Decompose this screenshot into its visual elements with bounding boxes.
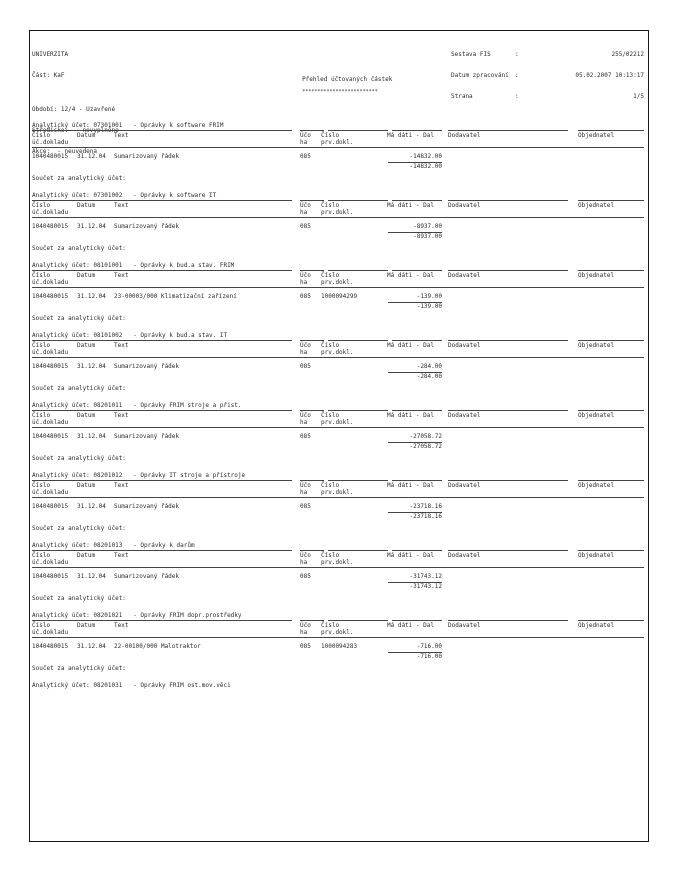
col-account-header-2: ha — [300, 349, 308, 356]
col-supplier-header: Dodavatel — [448, 482, 481, 489]
account-heading: Analytický účet: 07301001 - Oprávky k software FRIM — [32, 122, 224, 129]
row-date: 31.12.04 — [77, 363, 106, 370]
col-source-number-header: Číslo — [321, 202, 340, 209]
col-orderer-header: Objednatel — [578, 622, 615, 629]
column-header-rule — [328, 130, 388, 131]
account-heading: Analytický účet: 08201031 - Oprávky FRIM ost.mov.věci — [32, 682, 231, 689]
col-doc-number-header-2: úč.dokladu — [32, 279, 69, 286]
column-header-rule — [328, 550, 388, 551]
col-date-header: Datum — [77, 132, 96, 139]
processing-date-label: Datum zpracování — [451, 72, 509, 79]
col-date-header: Datum — [77, 482, 96, 489]
col-account-header: Účo — [300, 342, 311, 349]
row-amount: -14832.00 — [409, 153, 442, 160]
header-bottom-rule — [32, 497, 644, 498]
col-orderer-header: Objednatel — [578, 272, 615, 279]
col-source-number-header: Číslo — [321, 412, 340, 419]
account-sum-amount: -284.00 — [416, 373, 442, 380]
column-header-rule — [32, 550, 292, 551]
page-number-value: 1/5 — [633, 93, 644, 100]
col-source-doc-header: prv.dokl. — [321, 209, 354, 216]
col-supplier-header: Dodavatel — [448, 202, 481, 209]
col-text-header: Text — [114, 412, 129, 419]
row-amount: -23718.16 — [409, 503, 442, 510]
col-account-header: Účo — [300, 132, 311, 139]
account-sum-amount: -14832.00 — [409, 163, 442, 170]
col-doc-number-header: Číslo — [32, 482, 51, 489]
col-debit-credit-header: Má dáti - Dal — [387, 202, 434, 209]
account-section — [32, 332, 644, 402]
col-account-header: Účo — [300, 622, 311, 629]
column-header-rule — [392, 620, 442, 621]
column-header-rule — [392, 480, 442, 481]
col-account-header-2: ha — [300, 489, 308, 496]
row-date: 31.12.04 — [77, 433, 106, 440]
row-account: 085 — [300, 433, 311, 440]
account-sum-label: Součet za analytický účet: — [32, 315, 126, 322]
row-source-doc: 1000094283 — [321, 643, 358, 650]
column-header-rule — [448, 550, 568, 551]
report-id-row — [451, 51, 644, 58]
report-title-block — [30, 69, 650, 108]
row-amount: -716.00 — [416, 643, 442, 650]
account-sum-amount: -31743.12 — [409, 583, 442, 590]
account-section — [32, 402, 644, 472]
column-header-rule — [578, 550, 644, 551]
column-header-rule — [32, 200, 292, 201]
account-section — [32, 612, 644, 682]
row-date: 31.12.04 — [77, 643, 106, 650]
page-number-sep: : — [515, 93, 519, 100]
row-doc-number: 1040480015 — [32, 643, 69, 650]
col-doc-number-header-2: úč.dokladu — [32, 349, 69, 356]
col-orderer-header: Objednatel — [578, 412, 615, 419]
column-header-rule — [32, 340, 292, 341]
column-header-rule — [578, 480, 644, 481]
col-orderer-header: Objednatel — [578, 132, 615, 139]
row-text: Sumarizovaný řádek — [114, 433, 180, 440]
column-header-rule — [32, 410, 292, 411]
processing-date-value: 05.02.2007 10:13:17 — [575, 72, 644, 79]
col-text-header: Text — [114, 482, 129, 489]
col-account-header: Účo — [300, 202, 311, 209]
column-header-rule — [578, 340, 644, 341]
account-heading: Analytický účet: 08101002 - Oprávky k bud.a stav. IT — [32, 332, 228, 339]
col-orderer-header: Objednatel — [578, 342, 615, 349]
account-sum-label: Součet za analytický účet: — [32, 175, 126, 182]
col-date-header: Datum — [77, 342, 96, 349]
column-header-rule — [32, 620, 292, 621]
row-text: Sumarizovaný řádek — [114, 363, 180, 370]
column-header-rule — [328, 340, 388, 341]
col-account-header-2: ha — [300, 419, 308, 426]
column-header-rule — [328, 410, 388, 411]
column-header-rule — [448, 410, 568, 411]
row-amount: -31743.12 — [409, 573, 442, 580]
col-doc-number-header: Číslo — [32, 202, 51, 209]
row-doc-number: 1040480015 — [32, 503, 69, 510]
column-header-rule — [392, 200, 442, 201]
column-header-rule — [300, 200, 324, 201]
report-title-underline: ************************* — [302, 89, 378, 95]
col-doc-number-header: Číslo — [32, 622, 51, 629]
col-supplier-header: Dodavatel — [448, 552, 481, 559]
col-text-header: Text — [114, 342, 129, 349]
row-account: 085 — [300, 643, 311, 650]
column-header-rule — [300, 620, 324, 621]
col-source-number-header: Číslo — [321, 272, 340, 279]
column-header-rule — [32, 130, 292, 131]
report-title: Přehled účtovaných částek — [302, 76, 393, 83]
report-id-value: 255/02212 — [611, 51, 644, 58]
col-debit-credit-header: Má dáti - Dal — [387, 412, 434, 419]
col-account-header-2: ha — [300, 139, 308, 146]
account-sum-amount: -139.00 — [416, 303, 442, 310]
column-header-rule — [328, 620, 388, 621]
col-account-header-2: ha — [300, 279, 308, 286]
col-account-header: Účo — [300, 272, 311, 279]
column-header-rule — [392, 340, 442, 341]
row-amount: -139.00 — [416, 293, 442, 300]
account-sum-amount: -716.00 — [416, 653, 442, 660]
col-debit-credit-header: Má dáti - Dal — [387, 342, 434, 349]
account-section — [32, 122, 644, 192]
header-bottom-rule — [32, 217, 644, 218]
row-source-doc: 1000094299 — [321, 293, 358, 300]
col-debit-credit-header: Má dáti - Dal — [387, 552, 434, 559]
col-source-number-header: Číslo — [321, 552, 340, 559]
page-number-label: Strana — [451, 93, 473, 100]
row-amount: -284.00 — [416, 363, 442, 370]
column-header-rule — [448, 200, 568, 201]
row-date: 31.12.04 — [77, 153, 106, 160]
col-text-header: Text — [114, 202, 129, 209]
account-section — [32, 682, 644, 694]
col-source-doc-header: prv.dokl. — [321, 419, 354, 426]
col-supplier-header: Dodavatel — [448, 132, 481, 139]
col-doc-number-header-2: úč.dokladu — [32, 489, 69, 496]
header-bottom-rule — [32, 567, 644, 568]
col-doc-number-header: Číslo — [32, 412, 51, 419]
report-page — [29, 30, 649, 842]
column-header-rule — [300, 410, 324, 411]
column-header-rule — [448, 620, 568, 621]
col-doc-number-header: Číslo — [32, 552, 51, 559]
col-source-doc-header: prv.dokl. — [321, 279, 354, 286]
col-doc-number-header: Číslo — [32, 272, 51, 279]
organization-name: UNIVERZITA — [32, 51, 69, 58]
row-date: 31.12.04 — [77, 503, 106, 510]
col-doc-number-header-2: úč.dokladu — [32, 559, 69, 566]
col-debit-credit-header: Má dáti - Dal — [387, 132, 434, 139]
row-date: 31.12.04 — [77, 293, 106, 300]
row-doc-number: 1040480015 — [32, 293, 69, 300]
row-text: 23-00003/000 Klimatizační zařízení — [114, 293, 237, 300]
account-sum-label: Součet za analytický účet: — [32, 665, 126, 672]
column-header-rule — [448, 270, 568, 271]
row-account: 085 — [300, 503, 311, 510]
col-account-header-2: ha — [300, 629, 308, 636]
column-header-rule — [578, 130, 644, 131]
column-header-rule — [328, 480, 388, 481]
account-sections — [32, 122, 644, 694]
organization-part: Část: KaF — [32, 72, 65, 79]
col-account-header: Účo — [300, 552, 311, 559]
param-center: Středisko: - nevyplněno — [32, 127, 119, 134]
column-header-rule — [578, 200, 644, 201]
col-source-doc-header: prv.dokl. — [321, 489, 354, 496]
col-orderer-header: Objednatel — [578, 482, 615, 489]
col-account-header: Účo — [300, 412, 311, 419]
column-header-rule — [328, 200, 388, 201]
col-supplier-header: Dodavatel — [448, 342, 481, 349]
account-heading: Analytický účet: 08201011 - Oprávky FRIM stroje a přist. — [32, 402, 242, 409]
row-doc-number: 1040480015 — [32, 433, 69, 440]
column-header-rule — [448, 130, 568, 131]
row-date: 31.12.04 — [77, 223, 106, 230]
col-date-header: Datum — [77, 272, 96, 279]
param-action: Akce: - neuvedena — [32, 148, 98, 155]
col-account-header-2: ha — [300, 559, 308, 566]
col-doc-number-header-2: úč.dokladu — [32, 209, 69, 216]
report-id-sep: : — [515, 51, 519, 58]
account-sum-label: Součet za analytický účet: — [32, 595, 126, 602]
column-header-rule — [32, 480, 292, 481]
col-source-doc-header: prv.dokl. — [321, 629, 354, 636]
col-date-header: Datum — [77, 202, 96, 209]
account-sum-label: Součet za analytický účet: — [32, 245, 126, 252]
col-source-doc-header: prv.dokl. — [321, 559, 354, 566]
row-account: 085 — [300, 223, 311, 230]
row-text: Sumarizovaný řádek — [114, 573, 180, 580]
row-account: 085 — [300, 153, 311, 160]
col-doc-number-header-2: úč.dokladu — [32, 419, 69, 426]
column-header-rule — [392, 550, 442, 551]
column-header-rule — [300, 340, 324, 341]
column-header-rule — [300, 270, 324, 271]
header-bottom-rule — [32, 287, 644, 288]
account-sum-amount: -23718.16 — [409, 513, 442, 520]
row-doc-number: 1040480015 — [32, 363, 69, 370]
column-header-rule — [32, 270, 292, 271]
report-id-label: Sestava FIS — [451, 51, 491, 58]
row-doc-number: 1040480015 — [32, 223, 69, 230]
row-text: 22-00100/000 Malotraktor — [114, 643, 201, 650]
col-orderer-header: Objednatel — [578, 552, 615, 559]
col-text-header: Text — [114, 622, 129, 629]
col-text-header: Text — [114, 132, 129, 139]
col-source-number-header: Číslo — [321, 622, 340, 629]
row-doc-number: 1040480015 — [32, 573, 69, 580]
col-orderer-header: Objednatel — [578, 202, 615, 209]
account-heading: Analytický účet: 08201021 - Oprávky FRIM dopr.prostředky — [32, 612, 242, 619]
account-sum-label: Součet za analytický účet: — [32, 455, 126, 462]
column-header-rule — [300, 550, 324, 551]
row-account: 085 — [300, 293, 311, 300]
account-heading: Analytický účet: 07301002 - Oprávky k software IT — [32, 192, 217, 199]
col-source-doc-header: prv.dokl. — [321, 139, 354, 146]
col-source-number-header: Číslo — [321, 132, 340, 139]
col-debit-credit-header: Má dáti - Dal — [387, 622, 434, 629]
account-heading: Analytický účet: 08201013 - Oprávky k darům — [32, 542, 195, 549]
header-bottom-rule — [32, 357, 644, 358]
header-bottom-rule — [32, 147, 644, 148]
account-sum-amount: -27058.72 — [409, 443, 442, 450]
col-date-header: Datum — [77, 552, 96, 559]
col-doc-number-header: Číslo — [32, 132, 51, 139]
col-supplier-header: Dodavatel — [448, 272, 481, 279]
account-sum-label: Součet za analytický účet: — [32, 385, 126, 392]
col-account-header: Účo — [300, 482, 311, 489]
row-text: Sumarizovaný řádek — [114, 223, 180, 230]
column-header-rule — [448, 480, 568, 481]
col-source-doc-header: prv.dokl. — [321, 349, 354, 356]
col-debit-credit-header: Má dáti - Dal — [387, 482, 434, 489]
column-header-rule — [300, 480, 324, 481]
col-doc-number-header-2: úč.dokladu — [32, 629, 69, 636]
col-text-header: Text — [114, 552, 129, 559]
column-header-rule — [328, 270, 388, 271]
col-account-header-2: ha — [300, 209, 308, 216]
row-text: Sumarizovaný řádek — [114, 153, 180, 160]
column-header-rule — [578, 620, 644, 621]
column-header-rule — [392, 270, 442, 271]
row-account: 085 — [300, 573, 311, 580]
col-supplier-header: Dodavatel — [448, 412, 481, 419]
header-bottom-rule — [32, 427, 644, 428]
account-sum-label: Součet za analytický účet: — [32, 525, 126, 532]
account-section — [32, 472, 644, 542]
row-amount: -27058.72 — [409, 433, 442, 440]
column-header-rule — [578, 410, 644, 411]
account-sum-amount: -8937.00 — [413, 233, 442, 240]
col-supplier-header: Dodavatel — [448, 622, 481, 629]
column-header-rule — [392, 410, 442, 411]
col-debit-credit-header: Má dáti - Dal — [387, 272, 434, 279]
row-doc-number: 1040480015 — [32, 153, 69, 160]
account-heading: Analytický účet: 08101001 - Oprávky k bud.a stav. FRIM — [32, 262, 235, 269]
col-text-header: Text — [114, 272, 129, 279]
column-header-rule — [448, 340, 568, 341]
col-doc-number-header: Číslo — [32, 342, 51, 349]
account-section — [32, 262, 644, 332]
row-text: Sumarizovaný řádek — [114, 503, 180, 510]
column-header-rule — [300, 130, 324, 131]
header-bottom-rule — [32, 637, 644, 638]
row-account: 085 — [300, 363, 311, 370]
row-date: 31.12.04 — [77, 573, 106, 580]
row-amount: -8937.00 — [413, 223, 442, 230]
processing-date-sep: : — [515, 72, 519, 79]
col-date-header: Datum — [77, 412, 96, 419]
col-source-number-header: Číslo — [321, 482, 340, 489]
param-period: Období: 12/4 - Uzavřené — [32, 106, 116, 113]
account-section — [32, 542, 644, 612]
col-doc-number-header-2: úč.dokladu — [32, 139, 69, 146]
col-source-number-header: Číslo — [321, 342, 340, 349]
column-header-rule — [578, 270, 644, 271]
account-section — [32, 192, 644, 262]
account-heading: Analytický účet: 08201012 - Oprávky IT stroje a přístroje — [32, 472, 246, 479]
col-date-header: Datum — [77, 622, 96, 629]
column-header-rule — [392, 130, 442, 131]
